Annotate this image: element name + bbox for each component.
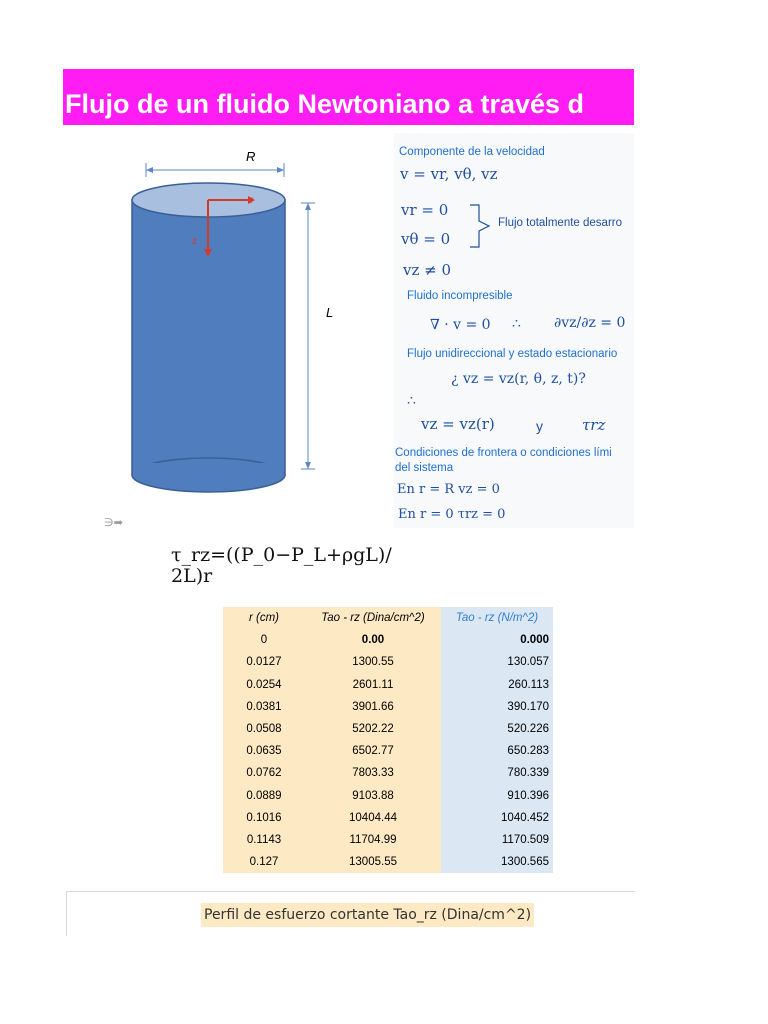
table-row xyxy=(223,851,553,873)
cylinder-diagram xyxy=(63,133,394,528)
eq-vz-nonzero: vz ≠ 0 xyxy=(403,261,452,279)
cell-r: 0.0381 xyxy=(223,696,305,718)
eq-vtheta: vθ = 0 xyxy=(401,230,451,248)
chart-title: Perfil de esfuerzo cortante Tao_rz (Dina/cm^2) xyxy=(201,903,534,927)
cell-r: 0.0762 xyxy=(223,762,305,784)
anchor-arrow-icon[interactable]: ∋➡ xyxy=(104,517,123,529)
cell-tao-nm2: 780.339 xyxy=(441,762,553,784)
cell-tao-nm2: 0.000 xyxy=(441,629,553,651)
cell-tao-dina: 6502.77 xyxy=(305,740,441,762)
pipe-flow-figure xyxy=(63,133,634,528)
cell-tao-dina: 13005.55 xyxy=(305,851,441,873)
cell-tao-nm2: 520.226 xyxy=(441,718,553,740)
cell-r: 0.0635 xyxy=(223,740,305,762)
equation-line-1: τ_rz=((P_0−P_L+ρgL)/ xyxy=(171,544,392,566)
cell-r: 0 xyxy=(223,629,305,651)
shear-stress-table xyxy=(223,607,553,873)
cell-tao-dina: 11704.99 xyxy=(305,829,441,851)
cell-tao-nm2: 1170.509 xyxy=(441,829,553,851)
eq-vr: vr = 0 xyxy=(401,201,449,219)
table-row xyxy=(223,762,553,784)
label-R: R xyxy=(246,149,256,164)
length-arrow-top xyxy=(305,203,311,210)
cell-tao-nm2: 390.170 xyxy=(441,696,553,718)
heading-incompressible: Fluido incompresible xyxy=(407,290,513,302)
cell-tao-dina: 7803.33 xyxy=(305,762,441,784)
heading-velocity: Componente de la velocidad xyxy=(399,146,545,158)
cell-tao-dina: 3901.66 xyxy=(305,696,441,718)
cell-tao-dina: 2601.11 xyxy=(305,674,441,696)
heading-boundary-line1: Condiciones de frontera o condiciones lími xyxy=(395,447,612,459)
eq-question: ¿ vz = vz(r, θ, z, t)? xyxy=(451,371,586,387)
cell-tao-nm2: 910.396 xyxy=(441,785,553,807)
table-row xyxy=(223,629,553,651)
brace-icon xyxy=(467,203,493,249)
table-row xyxy=(223,674,553,696)
header-r: r (cm) xyxy=(223,607,305,629)
equations-panel xyxy=(394,133,634,528)
table-header-row xyxy=(223,607,553,629)
eq-divergence: ∇ · v = 0 xyxy=(430,317,491,333)
therefore-symbol-2: ∴ xyxy=(407,393,416,409)
eq-dvz-dz: ∂vz/∂z = 0 xyxy=(554,315,626,331)
cell-tao-nm2: 130.057 xyxy=(441,651,553,673)
heading-boundary-line2: del sistema xyxy=(395,462,454,474)
cell-tao-dina: 5202.22 xyxy=(305,718,441,740)
cylinder-bottom-fill xyxy=(133,463,284,475)
table-row xyxy=(223,696,553,718)
eq-tau-rz: τrz xyxy=(582,416,606,434)
cell-tao-dina: 10404.44 xyxy=(305,807,441,829)
table-row xyxy=(223,829,553,851)
cell-r: 0.0889 xyxy=(223,785,305,807)
header-tao-dina: Tao - rz (Dina/cm^2) xyxy=(305,607,441,629)
cell-r: 0.0127 xyxy=(223,651,305,673)
cell-r: 0.127 xyxy=(223,851,305,873)
shear-stress-equation xyxy=(171,545,471,587)
boundary-condition-2: En r = 0 τrz = 0 xyxy=(398,507,506,522)
cell-tao-nm2: 1300.565 xyxy=(441,851,553,873)
table-body xyxy=(223,629,553,873)
eq-velocity-vector: v = vr, vθ, vz xyxy=(400,165,498,183)
cell-r: 0.1016 xyxy=(223,807,305,829)
boundary-condition-1: En r = R vz = 0 xyxy=(397,482,500,497)
table-row xyxy=(223,651,553,673)
table-row xyxy=(223,807,553,829)
cell-r: 0.0254 xyxy=(223,674,305,696)
cell-tao-dina: 1300.55 xyxy=(305,651,441,673)
fully-developed-note: Flujo totalmente desarro xyxy=(498,217,623,229)
label-L: L xyxy=(326,305,334,320)
cell-tao-nm2: 260.113 xyxy=(441,674,553,696)
eq-vz-of-r: vz = vz(r) xyxy=(421,415,495,433)
and-word: y xyxy=(536,418,543,434)
table-row xyxy=(223,718,553,740)
cell-tao-nm2: 1040.452 xyxy=(441,807,553,829)
length-arrow-bottom xyxy=(305,462,311,469)
table-row xyxy=(223,740,553,762)
label-r: r xyxy=(250,195,254,206)
radius-arrow-right xyxy=(277,167,284,173)
header-tao-nm2: Tao - rz (N/m^2) xyxy=(441,607,553,629)
cell-r: 0.0508 xyxy=(223,718,305,740)
equation-line-2: 2L)r xyxy=(171,565,213,587)
label-z: z xyxy=(192,236,197,247)
cell-tao-dina: 0.00 xyxy=(305,629,441,651)
radius-arrow-left xyxy=(146,167,153,173)
cell-r: 0.1143 xyxy=(223,829,305,851)
table-row xyxy=(223,785,553,807)
page-title: Flujo de un fluido Newtoniano a través d xyxy=(65,89,585,119)
therefore-symbol-1: ∴ xyxy=(512,316,521,332)
title-banner xyxy=(63,69,634,125)
cell-tao-nm2: 650.283 xyxy=(441,740,553,762)
cell-tao-dina: 9103.88 xyxy=(305,785,441,807)
heading-unidirectional: Flujo unidireccional y estado estacionario xyxy=(407,348,618,360)
